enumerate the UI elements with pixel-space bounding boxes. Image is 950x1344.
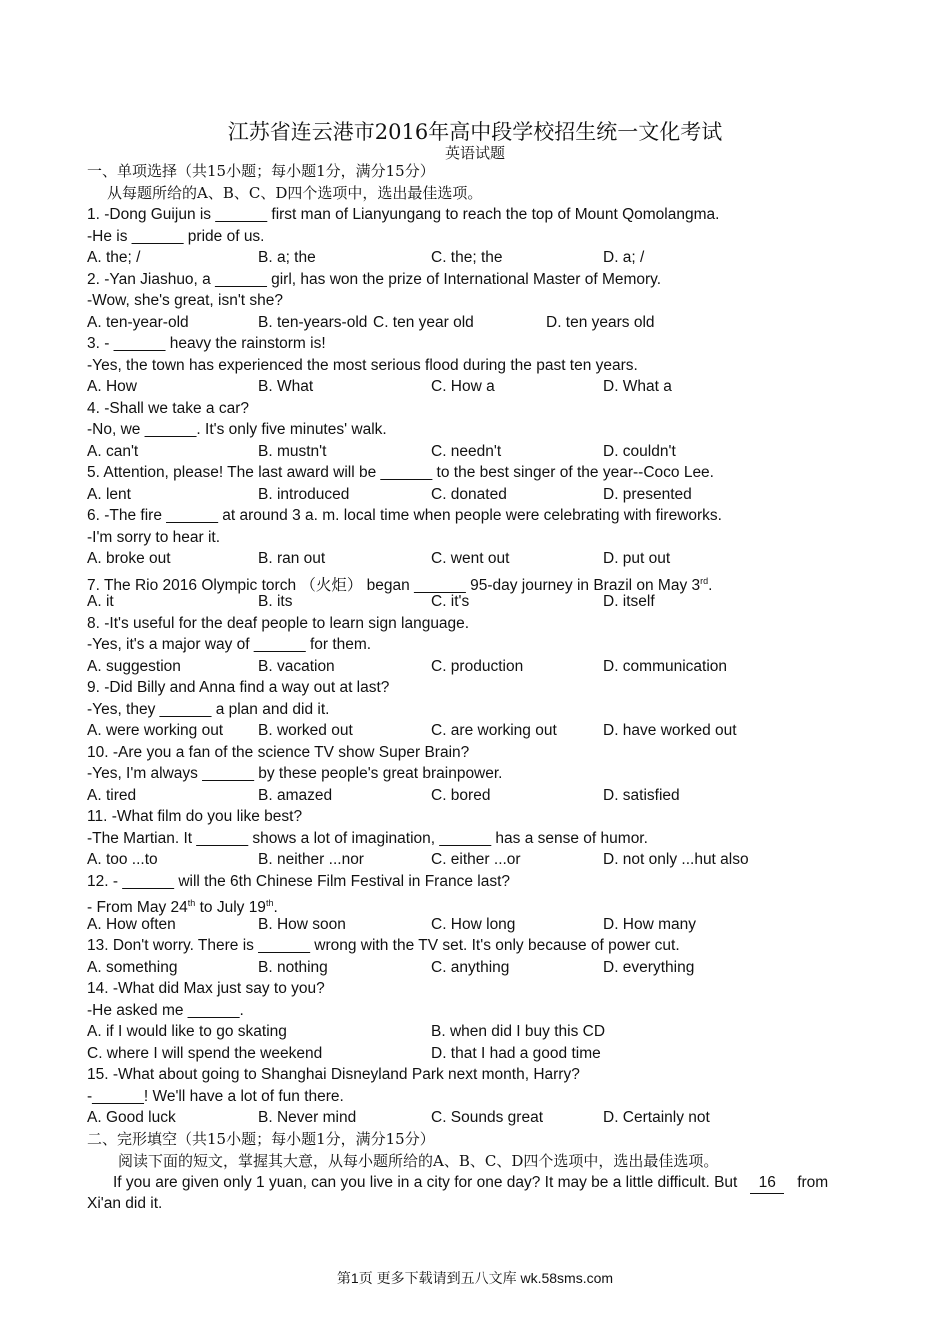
document-subtitle: 英语试题 [444,144,505,162]
question-12-line-1: 12. - ______ will the 6th Chinese Film Festival in France last? [87,873,511,890]
q7-superscript: rd [700,576,709,586]
q14-option-b: B. when did I buy this CD [431,1023,606,1040]
document-title: 江苏省连云港市2016年高中段学校招生统一文化考试 [227,120,723,144]
section1-heading: 一、单项选择（共15小题；每小题1分，满分15分） [87,162,435,180]
question-8-line-2: -Yes, it's a major way of ______ for them. [87,636,372,653]
passage-text-1: If you are given only 1 yuan, can you live in a city for one day? It may be a little difficult. But [113,1174,738,1191]
q6-option-b: B. ran out [258,550,326,567]
q5-option-a: A. lent [87,486,131,503]
q15-option-d: D. Certainly not [603,1109,710,1126]
question-1-line-1: 1. -Dong Guijun is ______ first man of Lianyungang to reach the top of Mount Qomolangma. [87,206,720,223]
q1-option-a: A. the; / [87,249,141,266]
question-6-line-2: -I'm sorry to hear it. [87,529,221,546]
q7-option-a: A. it [87,593,114,610]
q10-option-d: D. satisfied [603,787,680,804]
q7-text: 7. The Rio 2016 Olympic torch （火炬） began ______ 95-day journey in Brazil on May 3 [87,577,701,595]
q12-sup-2: th [265,898,274,908]
q3-option-a: A. How [87,378,137,395]
q9-option-b: B. worked out [258,722,353,739]
q6-option-d: D. put out [603,550,671,567]
q2-option-d: D. ten years old [546,314,655,331]
question-9-line-2: -Yes, they ______ a plan and did it. [87,701,330,718]
q7-option-c: C. it's [431,593,470,610]
q12-option-a: A. How often [87,916,176,933]
q9-option-a: A. were working out [87,722,224,739]
q13-option-c: C. anything [431,959,510,976]
question-2-line-1: 2. -Yan Jiashuo, a ______ girl, has won the prize of International Master of Memory. [87,271,662,288]
q12-option-d: D. How many [603,916,697,933]
q2-option-c: C. ten year old [373,314,474,331]
question-15-line-2: -______! We'll have a lot of fun there. [87,1088,344,1105]
q5-option-c: C. donated [431,486,507,503]
q8-option-b: B. vacation [258,658,335,675]
question-14-line-2: -He asked me ______. [87,1002,244,1019]
question-13-line-1: 13. Don't worry. There is ______ wrong with the TV set. It's only because of power cut. [87,937,680,954]
q4-option-c: C. needn't [431,443,502,460]
question-4-line-2: -No, we ______. It's only five minutes' walk. [87,421,387,438]
q3-option-c: C. How a [431,378,495,395]
q13-option-b: B. nothing [258,959,328,976]
q5-option-d: D. presented [603,486,692,503]
q13-option-a: A. something [87,959,178,976]
passage-line-1 [113,1173,828,1194]
question-9-line-1: 9. -Did Billy and Anna find a way out at last? [87,679,390,696]
q4-option-a: A. can't [87,443,139,460]
q11-option-c: C. either ...or [431,851,521,868]
q12-post: . [273,899,278,917]
question-4-line-1: 4. -Shall we take a car? [87,400,249,417]
section1-instruction: 从每题所给的A、B、C、D四个选项中，选出最佳选项。 [107,184,483,202]
q14-option-d: D. that I had a good time [431,1045,601,1062]
q10-option-c: C. bored [431,787,491,804]
q6-option-c: C. went out [431,550,510,567]
question-8-line-1: 8. -It's useful for the deaf people to learn sign language. [87,615,470,632]
q13-option-d: D. everything [603,959,695,976]
q10-option-a: A. tired [87,787,137,804]
question-14-line-1: 14. -What did Max just say to you? [87,980,325,997]
q14-option-a: A. if I would like to go skating [87,1023,287,1040]
q4-option-d: D. couldn't [603,443,676,460]
question-1-line-2: -He is ______ pride of us. [87,228,265,245]
passage-line-2: Xi'an did it. [87,1195,163,1212]
q7-option-d: D. itself [603,593,655,610]
page-footer: 第1页 更多下载请到五八文库 wk.58sms.com [336,1270,614,1286]
q5-option-b: B. introduced [258,486,350,503]
q15-option-c: C. Sounds great [431,1109,544,1126]
question-5-line-1: 5. Attention, please! The last award will be ______ to the best singer of the year--Coco Lee. [87,464,714,481]
q4-option-b: B. mustn't [258,443,327,460]
q11-option-d: D. not only ...hut also [603,851,749,868]
q10-option-b: B. amazed [258,787,333,804]
q9-option-c: C. are working out [431,722,557,739]
q14-option-c: C. where I will spend the weekend [87,1045,323,1062]
q8-option-c: C. production [431,658,524,675]
q15-option-a: A. Good luck [87,1109,176,1126]
q12-option-b: B. How soon [258,916,346,933]
q8-option-a: A. suggestion [87,658,181,675]
q1-option-c: C. the; the [431,249,503,266]
question-2-line-2: -Wow, she's great, isn't she? [87,292,284,309]
q8-option-d: D. communication [603,658,728,675]
q11-option-a: A. too ...to [87,851,158,868]
q1-option-d: D. a; / [603,249,645,266]
q1-option-b: B. a; the [258,249,316,266]
question-11-line-1: 11. -What film do you like best? [87,808,303,825]
q2-option-a: A. ten-year-old [87,314,189,331]
question-10-line-2: -Yes, I'm always ______ by these people's great brainpower. [87,765,503,782]
q15-option-b: B. Never mind [258,1109,357,1126]
q12-pre: - From May 24 [87,899,188,917]
q12-mid: to July 19 [195,899,266,917]
q12-sup-1: th [187,898,196,908]
q9-option-d: D. have worked out [603,722,737,739]
question-3-line-2: -Yes, the town has experienced the most serious flood during the past ten years. [87,357,638,374]
q11-option-b: B. neither ...nor [258,851,364,868]
section2-instruction: 阅读下面的短文，掌握其大意，从每小题所给的A、B、C、D四个选项中，选出最佳选项。 [118,1152,719,1170]
q2-option-b: B. ten-years-old [258,314,368,331]
q12-option-c: C. How long [431,916,516,933]
section2-heading: 二、完形填空（共15小题；每小题1分，满分15分） [87,1130,435,1148]
passage-text-1-end: from [797,1174,829,1191]
q3-option-b: B. What [258,378,314,395]
q6-option-a: A. broke out [87,550,171,567]
question-6-line-1: 6. -The fire ______ at around 3 a. m. local time when people were celebrating with fireworks. [87,507,722,524]
question-15-line-1: 15. -What about going to Shanghai Disneyland Park next month, Harry? [87,1066,580,1083]
q7-option-b: B. its [258,593,293,610]
blank-16: 16 [750,1173,784,1194]
q3-option-d: D. What a [603,378,672,395]
question-3-line-1: 3. - ______ heavy the rainstorm is! [87,335,326,352]
q7-period: . [708,577,713,595]
question-11-line-2: -The Martian. It ______ shows a lot of imagination, ______ has a sense of humor. [87,830,648,847]
question-10-line-1: 10. -Are you a fan of the science TV show Super Brain? [87,744,470,761]
